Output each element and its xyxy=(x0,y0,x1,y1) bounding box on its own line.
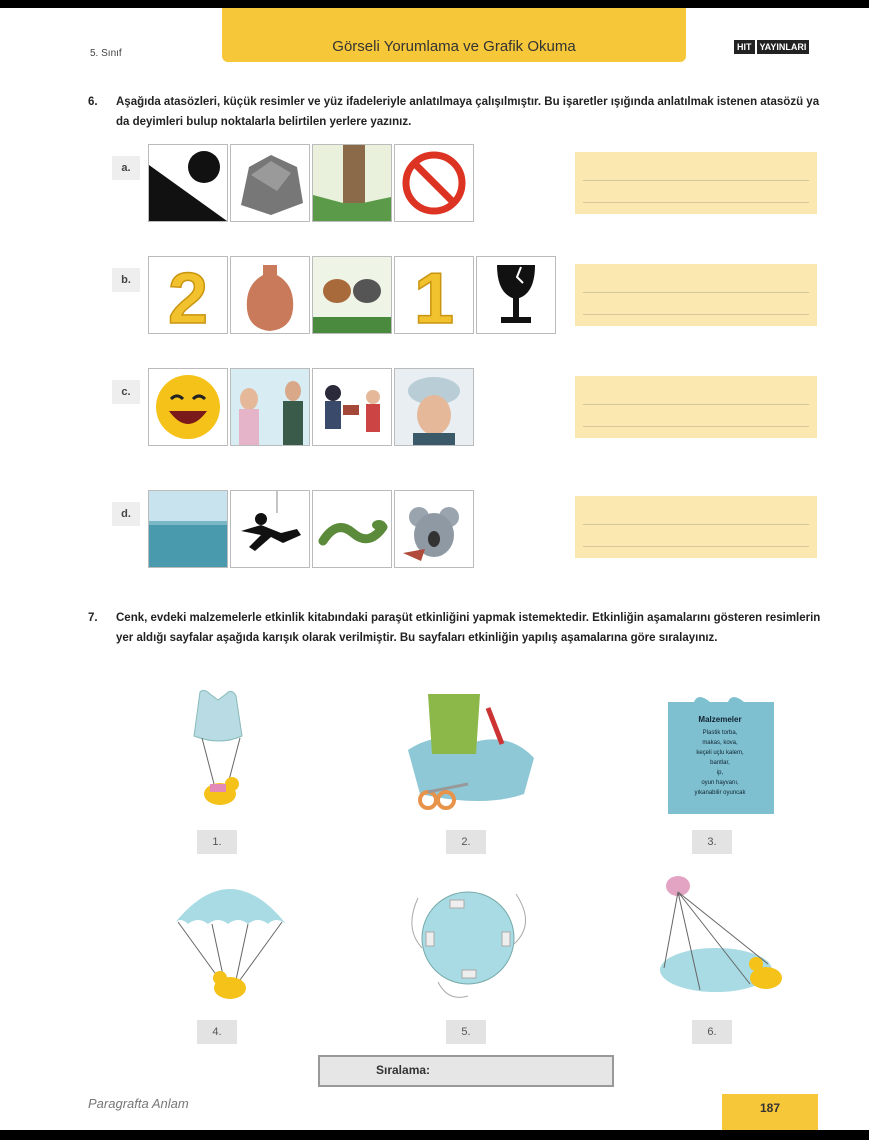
answer-box-c[interactable] xyxy=(575,376,817,438)
number-one-icon xyxy=(394,256,474,334)
step-1-number: 1. xyxy=(197,830,237,854)
number-two-icon xyxy=(148,256,228,334)
svg-text:2: 2 xyxy=(167,259,209,333)
ordering-box[interactable] xyxy=(318,1055,614,1087)
question-7 xyxy=(88,608,823,648)
worksheet-page xyxy=(0,8,869,1130)
answer-box-a[interactable] xyxy=(575,152,817,214)
snake-icon xyxy=(312,490,392,568)
falling-man-icon xyxy=(230,490,310,568)
materials-item-7: yıkanabilir oyuncak xyxy=(694,790,746,796)
step-5-number: 5. xyxy=(446,1020,486,1044)
goats-icon xyxy=(312,256,392,334)
step-4-number: 4. xyxy=(197,1020,237,1044)
question-7-text: Cenk, evdeki malzemelerle etkinlik kitabındaki paraşüt etkinliğini yapmak istemektedir. Etkinliğin aşamalarını gösteren resimlerin yer aldığı sayfalar aşağıda karışık olarak verilmiştir. Bu sayfaları etkinliğin yapılış aşamalarına göre sıralayınız. xyxy=(116,612,821,644)
people-talking-icon xyxy=(230,368,310,446)
ball-slope-icon xyxy=(148,144,228,222)
answer-box-b[interactable] xyxy=(575,264,817,326)
materials-item-3: keçeli uçlu kalem, xyxy=(696,750,744,756)
question-7-number: 7. xyxy=(88,612,98,624)
tree-root-icon xyxy=(312,144,392,222)
question-6-number: 6. xyxy=(88,96,98,108)
materials-title: Malzemeler xyxy=(698,715,742,724)
header-band xyxy=(222,8,686,62)
step-3-image xyxy=(650,688,790,818)
logo-right: YAYINLARI xyxy=(757,40,810,54)
question-6 xyxy=(88,92,823,132)
prohibited-icon xyxy=(394,144,474,222)
broken-glass-icon xyxy=(476,256,556,334)
step-4-image xyxy=(160,876,300,1006)
footer-section: Paragrafta Anlam xyxy=(88,1096,189,1111)
ordering-label: Sıralama: xyxy=(376,1063,431,1077)
step-3-number: 3. xyxy=(692,830,732,854)
logo-left: HIT xyxy=(734,40,755,54)
koala-icon xyxy=(394,490,474,568)
grade-label: 5. Sınıf xyxy=(90,48,122,59)
materials-item-4: bantlar, xyxy=(710,760,730,766)
step-2-image xyxy=(398,688,538,818)
row-b-label: b. xyxy=(112,268,140,292)
answer-box-d[interactable] xyxy=(575,496,817,558)
step-1-image xyxy=(150,688,290,818)
step-6-image xyxy=(650,872,790,1002)
question-6-text: Aşağıda atasözleri, küçük resimler ve yüz ifadeleriyle anlatılmaya çalışılmıştır. Bu işaretler ışığında anlatılmak istenen atasözü ya da deyimleri bulup noktalarla belirtilen yerlere yazınız. xyxy=(116,96,820,128)
row-a-label: a. xyxy=(112,156,140,180)
page-number: 187 xyxy=(722,1094,818,1130)
materials-item-1: Plastik torba, xyxy=(702,730,738,736)
materials-item-5: ip, xyxy=(716,770,724,776)
jug-icon xyxy=(230,256,310,334)
svg-text:1: 1 xyxy=(413,259,455,333)
gift-giving-icon xyxy=(312,368,392,446)
step-6-number: 6. xyxy=(692,1020,732,1044)
step-5-image xyxy=(398,878,538,1008)
sea-icon xyxy=(148,490,228,568)
page-title: Görseli Yorumlama ve Grafik Okuma xyxy=(332,38,576,55)
materials-item-6: oyun hayvanı, xyxy=(701,780,739,786)
row-c-label: c. xyxy=(112,380,140,404)
materials-item-2: makas, kova, xyxy=(702,740,738,746)
row-d-label: d. xyxy=(112,502,140,526)
angry-man-icon xyxy=(394,368,474,446)
step-2-number: 2. xyxy=(446,830,486,854)
stone-icon xyxy=(230,144,310,222)
publisher-logo xyxy=(734,40,811,54)
laughing-face-icon xyxy=(148,368,228,446)
